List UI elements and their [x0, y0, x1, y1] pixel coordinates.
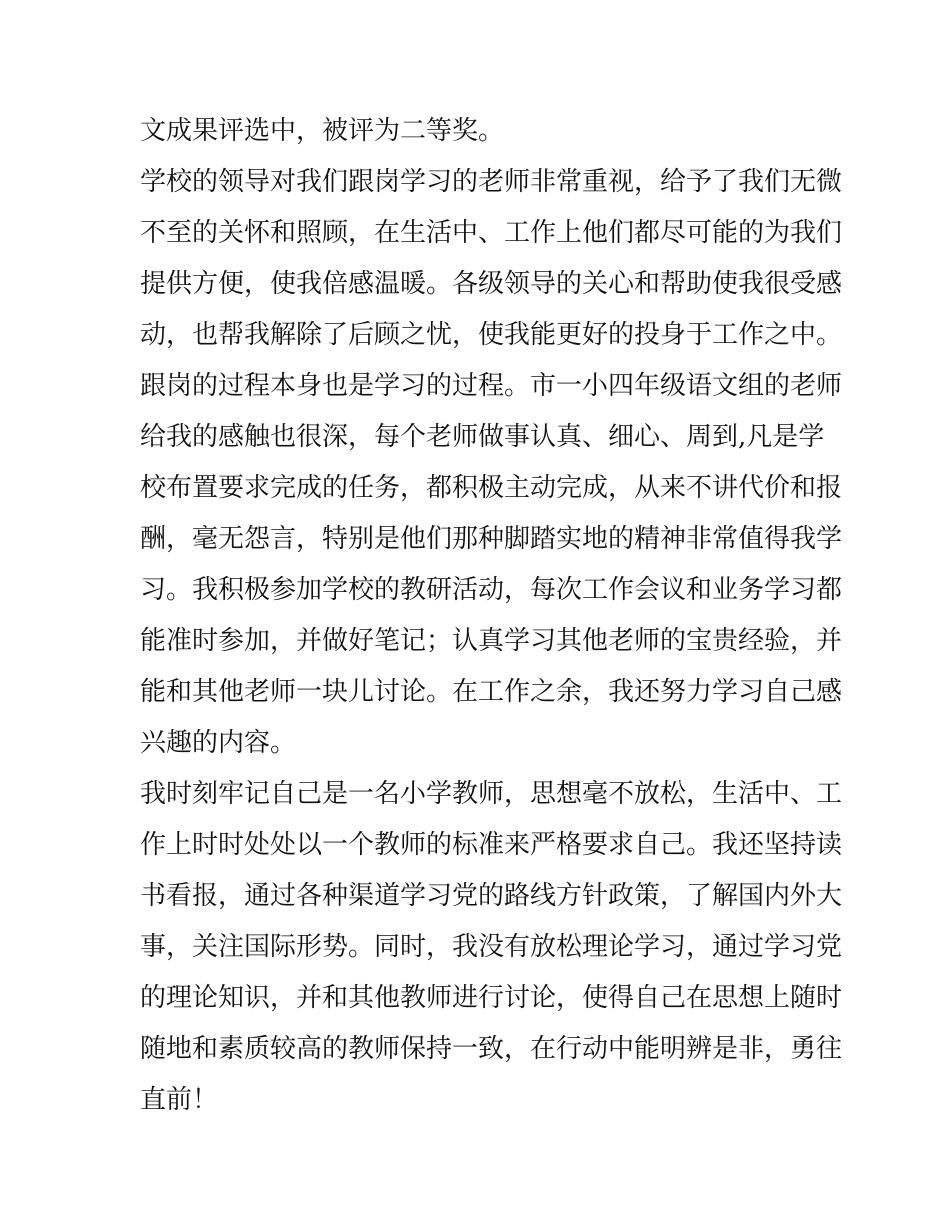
text-line: 给我的感触也很深，每个老师做事认真、细心、周到,凡是学 [140, 422, 825, 452]
document-body [140, 106, 843, 1126]
text-line: 跟岗的过程本身也是学习的过程。市一小四年级语文组的老师 [140, 371, 843, 401]
text-line: 直前！ [140, 1085, 219, 1115]
text-line: 不至的关怀和照顾，在生活中、工作上他们都尽可能的为我们 [140, 218, 843, 248]
text-line: 随地和素质较高的教师保持一致，在行动中能明辨是非，勇往 [140, 1034, 843, 1064]
text-line: 能准时参加，并做好笔记；认真学习其他老师的宝贵经验，并 [140, 626, 843, 656]
text-line: 的理论知识，并和其他教师进行讨论，使得自己在思想上随时 [140, 983, 843, 1013]
text-line: 习。我积极参加学校的教研活动，每次工作会议和业务学习都 [140, 575, 843, 605]
text-line: 酬，毫无怨言，特别是他们那种脚踏实地的精神非常值得我学 [140, 524, 843, 554]
text-line: 事，关注国际形势。同时，我没有放松理论学习，通过学习党 [140, 932, 843, 962]
text-line: 文成果评选中，被评为二等奖。 [140, 116, 505, 146]
text-line: 书看报，通过各种渠道学习党的路线方针政策，了解国内外大 [140, 881, 843, 911]
text-line: 兴趣的内容。 [140, 728, 297, 758]
text-line: 学校的领导对我们跟岗学习的老师非常重视，给予了我们无微 [140, 167, 843, 197]
text-line: 校布置要求完成的任务，都积极主动完成，从来不讲代价和报 [140, 473, 843, 503]
text-line: 动，也帮我解除了后顾之忧，使我能更好的投身于工作之中。 [140, 320, 843, 350]
text-line: 能和其他老师一块儿讨论。在工作之余，我还努力学习自己感 [140, 677, 843, 707]
text-line: 我时刻牢记自己是一名小学教师，思想毫不放松，生活中、工 [140, 779, 843, 809]
text-line: 提供方便，使我倍感温暖。各级领导的关心和帮助使我很受感 [140, 269, 843, 299]
text-line: 作上时时处处以一个教师的标准来严格要求自己。我还坚持读 [140, 830, 843, 860]
